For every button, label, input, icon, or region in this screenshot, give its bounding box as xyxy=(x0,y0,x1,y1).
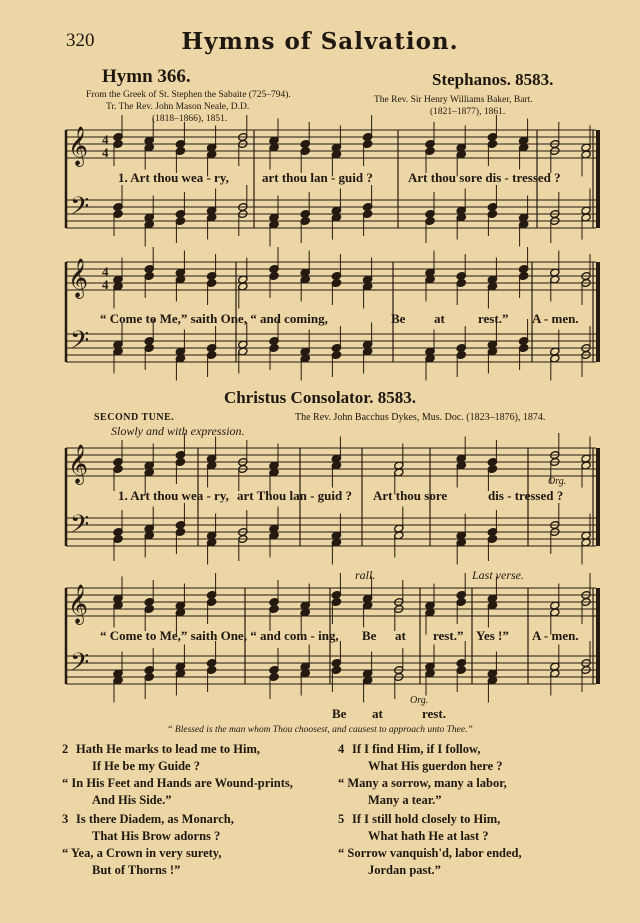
org-label-2: Org. xyxy=(410,695,429,706)
verse-line: If I find Him, if I follow, xyxy=(352,742,481,756)
rall-direction: rall. xyxy=(355,568,376,582)
verse-number: 2 xyxy=(62,742,69,756)
org-label-1: Org. xyxy=(548,476,567,487)
running-title: Hymns of Salvation. xyxy=(181,28,459,55)
t2-s1-lyric-2: art Thou lan - guid ? xyxy=(237,488,352,503)
verse-line: Many a tear.” xyxy=(368,793,442,807)
scripture-quote: “ Blessed is the man whom Thou choosest, and causest to approach unto Thee.” xyxy=(167,725,473,735)
treble-clef-icon: 𝄞 xyxy=(68,444,89,484)
text-credit-line2: Tr. The Rev. John Mason Neale, D.D. xyxy=(106,102,250,112)
hymn-number: Hymn 366. xyxy=(102,66,191,87)
verse-line: And His Side.” xyxy=(92,793,172,807)
treble-clef-icon: 𝄞 xyxy=(68,258,89,298)
verse-line: What His guerdon here ? xyxy=(368,759,503,773)
t2-s2-lyric-6: A - men. xyxy=(532,628,579,643)
text-credit-line1: From the Greek of St. Stephen the Sabaite (725–794). xyxy=(86,90,291,100)
verse-4 xyxy=(338,741,507,809)
time-signature: 4 xyxy=(102,264,109,279)
final-barline xyxy=(596,448,600,546)
t2-s1-lyric-4: dis - tressed ? xyxy=(488,488,564,503)
last-verse-direction: Last verse. xyxy=(472,568,524,582)
verse-line: Jordan past.” xyxy=(368,863,441,877)
verse-line: “ Yea, a Crown in very surety, xyxy=(62,846,222,860)
lower-lyric-2: at xyxy=(372,706,383,721)
lower-lyric-3: rest. xyxy=(422,706,446,721)
tune2-name: Christus Consolator. 8583. xyxy=(223,388,417,407)
verse-number: 3 xyxy=(62,812,69,826)
time-signature: 4 xyxy=(102,145,109,160)
final-barline xyxy=(596,588,600,684)
t2-s2-lyric-2: Be xyxy=(362,628,377,643)
t2-s2-lyric-1: “ Come to Me,” saith One, “ and com - ing, xyxy=(100,628,339,643)
tempo-direction: Slowly and with expression. xyxy=(111,424,245,438)
final-barline xyxy=(596,262,600,362)
verse-line: But of Thorns !” xyxy=(92,863,181,877)
t2-s2-lyric-3: at xyxy=(395,628,406,643)
verse-line: “ In His Feet and Hands are Wound-prints, xyxy=(62,776,293,790)
t1-s2-lyric-1: “ Come to Me,” saith One, “ and coming, xyxy=(100,311,328,326)
verse-line: “ Many a sorrow, many a labor, xyxy=(338,776,507,790)
verse-line: If I still hold closely to Him, xyxy=(352,812,501,826)
t2-s2-lyric-5: Yes !” xyxy=(476,628,509,643)
t2-s1-lyric-1: 1. Art thou wea - ry, xyxy=(118,488,229,503)
time-signature: 4 xyxy=(102,132,109,147)
time-signature: 4 xyxy=(102,277,109,292)
t2-s1-lyric-3: Art thou sore xyxy=(373,488,448,503)
verse-line: “ Sorrow vanquish'd, labor ended, xyxy=(338,846,522,860)
bass-clef-icon: 𝄢 xyxy=(70,510,90,545)
treble-clef-icon: 𝄞 xyxy=(68,126,89,166)
t1-s2-lyric-5: A - men. xyxy=(532,311,579,326)
verse-2 xyxy=(62,741,293,809)
t1-s2-lyric-4: rest.” xyxy=(478,311,509,326)
verse-number: 4 xyxy=(338,742,345,756)
treble-clef-icon: 𝄞 xyxy=(68,584,89,624)
tune1-credit-line2: (1821–1877), 1861. xyxy=(430,107,506,117)
t1-s1-lyric-1: 1. Art thou wea - ry, xyxy=(118,170,229,185)
t1-s1-lyric-3: Art thou sore dis - tressed ? xyxy=(408,170,561,185)
verse-5 xyxy=(338,811,522,879)
t2-s2-lyric-4: rest.” xyxy=(433,628,464,643)
bass-clef-icon: 𝄢 xyxy=(70,648,90,683)
verse-line: If He be my Guide ? xyxy=(92,759,200,773)
final-barline xyxy=(596,130,600,228)
tune1-credit-line1: The Rev. Sir Henry Williams Baker, Bart. xyxy=(374,95,533,105)
verse-line: What hath He at last ? xyxy=(368,829,489,843)
text-credit-line3: (1818–1866), 1851. xyxy=(152,114,228,124)
verse-3 xyxy=(62,811,234,879)
verse-number: 5 xyxy=(338,812,345,826)
tune1-name: Stephanos. 8583. xyxy=(432,70,554,89)
verse-line: That His Brow adorns ? xyxy=(92,829,221,843)
t1-s2-lyric-2: Be xyxy=(391,311,406,326)
page-number: 320 xyxy=(66,30,95,51)
bass-clef-icon: 𝄢 xyxy=(70,326,90,361)
bass-clef-icon: 𝄢 xyxy=(70,192,90,227)
t1-s1-lyric-2: art thou lan - guid ? xyxy=(262,170,373,185)
verse-line: Hath He marks to lead me to Him, xyxy=(76,742,261,756)
lower-lyric-1: Be xyxy=(332,706,347,721)
second-tune-label: SECOND TUNE. xyxy=(94,412,175,423)
verse-line: Is there Diadem, as Monarch, xyxy=(76,812,234,826)
t1-s2-lyric-3: at xyxy=(434,311,445,326)
tune2-credit: The Rev. John Bacchus Dykes, Mus. Doc. (1823–1876), 1874. xyxy=(295,412,546,423)
